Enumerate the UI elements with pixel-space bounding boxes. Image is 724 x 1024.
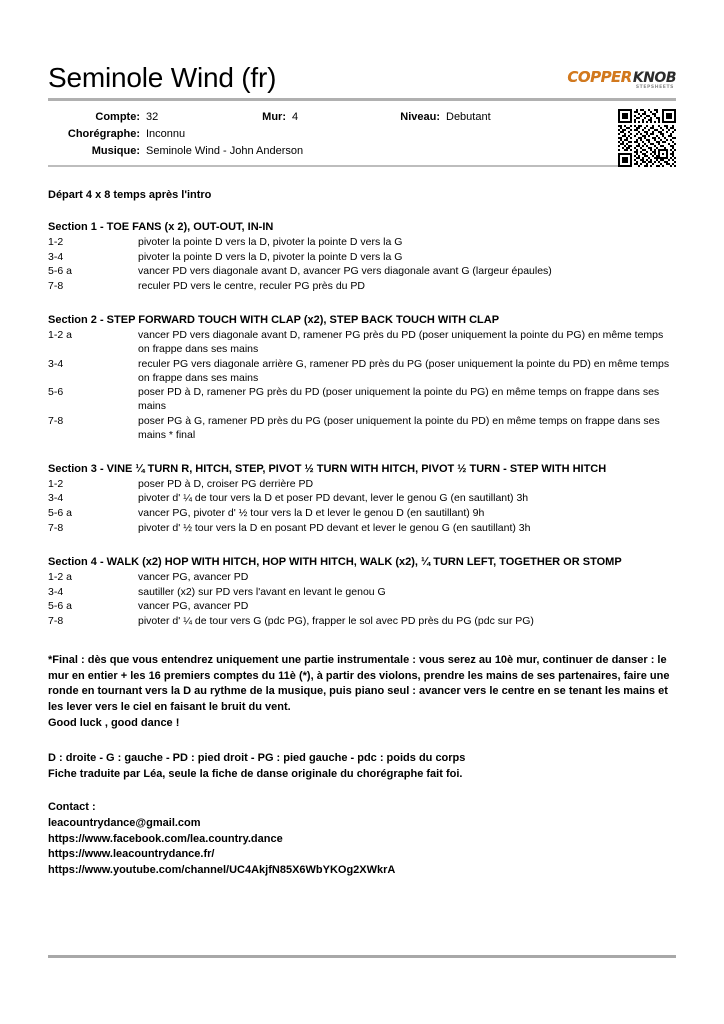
step-row bbox=[48, 478, 676, 492]
step-count: 3-4 bbox=[48, 250, 64, 263]
logo-word-copper: COPPER bbox=[567, 68, 632, 86]
final-note-goodluck: Good luck , good dance ! bbox=[48, 716, 180, 729]
step-description: poser PD à D, ramener PG près du PD (poser uniquement la pointe du PG) en même temps on frappe dans ses mains bbox=[138, 386, 660, 413]
step-description: vancer PG, pivoter d' ½ tour vers la D et lever le genou D (en sautillant) 9h bbox=[138, 507, 485, 520]
step-row bbox=[48, 615, 676, 629]
step-row bbox=[48, 329, 676, 357]
step-count: 1-2 a bbox=[48, 570, 72, 583]
abbreviations bbox=[48, 751, 676, 782]
step-count: 3-4 bbox=[48, 585, 64, 598]
contact-heading: Contact : bbox=[48, 801, 96, 814]
contact-website-link[interactable]: https://www.leacountrydance.fr/ bbox=[48, 848, 215, 861]
step-description: vancer PG, avancer PD bbox=[138, 600, 249, 613]
header-divider-bottom bbox=[48, 165, 676, 167]
meta-section bbox=[48, 101, 676, 165]
wall-label: Mur: bbox=[262, 110, 286, 123]
music-label: Musique: bbox=[91, 144, 140, 157]
step-count: 1-2 bbox=[48, 235, 64, 248]
step-count: 5-6 a bbox=[48, 600, 72, 613]
section-1 bbox=[48, 221, 676, 294]
translation-credit: Fiche traduite par Léa, seule la fiche de danse originale du chorégraphe fait foi. bbox=[48, 767, 463, 780]
music-value: Seminole Wind - John Anderson bbox=[146, 144, 304, 157]
meta-table bbox=[48, 108, 491, 159]
step-count: 3-4 bbox=[48, 357, 64, 370]
section-3-title: Section 3 - VINE ¼ TURN R, HITCH, STEP, PIVOT ½ TURN WITH HITCH, PIVOT ½ TURN - STEP WITH HITCH bbox=[48, 462, 607, 475]
count-label: Compte: bbox=[95, 110, 140, 123]
step-row bbox=[48, 586, 676, 600]
count-value: 32 bbox=[146, 110, 159, 123]
step-count: 1-2 bbox=[48, 477, 64, 490]
step-description: vancer PG, avancer PD bbox=[138, 570, 249, 583]
step-description: pivoter la pointe D vers la D, pivoter la pointe D vers la G bbox=[138, 235, 403, 248]
step-description: pivoter la pointe D vers la D, pivoter la pointe D vers la G bbox=[138, 250, 403, 263]
step-row bbox=[48, 251, 676, 265]
step-count: 5-6 a bbox=[48, 265, 72, 278]
copperknob-logo bbox=[567, 70, 676, 90]
step-count: 5-6 a bbox=[48, 507, 72, 520]
section-4 bbox=[48, 556, 676, 629]
step-row bbox=[48, 600, 676, 614]
step-description: poser PG à G, ramener PD près du PG (poser uniquement la pointe du PD) en même temps on frappe dans ses mains * final bbox=[138, 415, 660, 441]
step-row bbox=[48, 571, 676, 585]
choreographer-label: Chorégraphe: bbox=[67, 127, 140, 140]
step-description: vancer PD vers diagonale avant D, ramener PG près du PD (poser uniquement la pointe du PG) en même temps on frappe dans ses mains bbox=[138, 328, 664, 355]
title-row bbox=[48, 50, 676, 92]
step-description: vancer PD vers diagonale avant D, avancer PG vers diagonale avant G (largeur épaules) bbox=[138, 265, 552, 278]
step-description: pivoter d' ¼ de tour vers G (pdc PG), frapper le sol avec PD près du PG (pdc sur PG) bbox=[138, 615, 534, 628]
step-row bbox=[48, 507, 676, 521]
step-count: 1-2 a bbox=[48, 328, 72, 341]
step-row bbox=[48, 280, 676, 294]
contact-email[interactable]: leacountrydance@gmail.com bbox=[48, 817, 201, 830]
wall-value: 4 bbox=[292, 110, 299, 123]
step-description: poser PD à D, croiser PG derrière PD bbox=[138, 477, 314, 490]
step-row bbox=[48, 358, 676, 386]
logo-word-knob: KNOB bbox=[632, 70, 676, 86]
step-description: sautiller (x2) sur PD vers l'avant en levant le genou G bbox=[138, 585, 386, 598]
section-3 bbox=[48, 463, 676, 536]
choreographer-value: Inconnu bbox=[146, 127, 186, 140]
step-count: 5-6 bbox=[48, 386, 64, 399]
meta-row-counts bbox=[48, 108, 491, 125]
contact-facebook-link[interactable]: https://www.facebook.com/lea.country.dance bbox=[48, 832, 283, 845]
document-header bbox=[48, 0, 676, 167]
logo-subtitle: STEPSHEETS bbox=[635, 85, 674, 90]
step-count: 7-8 bbox=[48, 615, 64, 628]
step-count: 7-8 bbox=[48, 415, 64, 428]
level-value: Debutant bbox=[446, 110, 491, 123]
step-row bbox=[48, 522, 676, 536]
step-description: reculer PD vers le centre, reculer PG près du PD bbox=[138, 280, 366, 293]
copperknob-logo-wordmark bbox=[567, 70, 676, 85]
section-2 bbox=[48, 314, 676, 443]
step-description: reculer PG vers diagonale arrière G, ramener PD près du PG (poser uniquement la pointe du PD) en même temps on frappe dans ses mains bbox=[138, 357, 670, 384]
contact-youtube-link[interactable]: https://www.youtube.com/channel/UC4AkjfN85X6WbYKOg2XWkrA bbox=[48, 863, 396, 876]
meta-row-choreographer bbox=[48, 125, 491, 142]
final-note-body: *Final : dès que vous entendrez uniquement une partie instrumentale : vous serez au 10è mur, continuer de danser : le mur en entier + les 16 premiers comptes du 11è (*), à partir des violons, prendre les mains de ses partenaires, faire une ronde en tournant vers la D au rythme de la musique, puis piano seul : avancer vers le centre en se tenant les mains et les lever vers le ciel en faisant le bruit du vent. bbox=[48, 654, 670, 714]
step-description: pivoter d' ½ tour vers la D en posant PD devant et lever le genou G (en sautillant) 3h bbox=[138, 522, 531, 535]
section-2-title: Section 2 - STEP FORWARD TOUCH WITH CLAP (x2), STEP BACK TOUCH WITH CLAP bbox=[48, 314, 500, 327]
step-row bbox=[48, 415, 676, 443]
meta-row-music bbox=[48, 142, 491, 159]
section-1-title: Section 1 - TOE FANS (x 2), OUT-OUT, IN-IN bbox=[48, 221, 274, 233]
abbreviation-legend: D : droite - G : gauche - PD : pied droit - PG : pied gauche - pdc : poids du corps bbox=[48, 752, 466, 765]
level-label: Niveau: bbox=[400, 110, 440, 123]
step-count: 3-4 bbox=[48, 492, 64, 505]
step-row bbox=[48, 386, 676, 414]
intro-text: Départ 4 x 8 temps après l'intro bbox=[48, 189, 212, 201]
step-row bbox=[48, 265, 676, 279]
step-count: 7-8 bbox=[48, 522, 64, 535]
step-description: pivoter d' ¼ de tour vers la D et poser PD devant, lever le genou G (en sautillant) 3h bbox=[138, 492, 529, 505]
section-4-title: Section 4 - WALK (x2) HOP WITH HITCH, HOP WITH HITCH, WALK (x2), ¼ TURN LEFT, TOGETHER OR STOMP bbox=[48, 556, 622, 568]
page-title: Seminole Wind (fr) bbox=[48, 62, 277, 93]
step-row bbox=[48, 236, 676, 250]
step-row bbox=[48, 492, 676, 506]
contact-block bbox=[48, 800, 676, 878]
final-note bbox=[48, 653, 676, 731]
qr-code[interactable] bbox=[618, 109, 676, 167]
footer-divider bbox=[48, 955, 676, 958]
step-count: 7-8 bbox=[48, 280, 64, 293]
